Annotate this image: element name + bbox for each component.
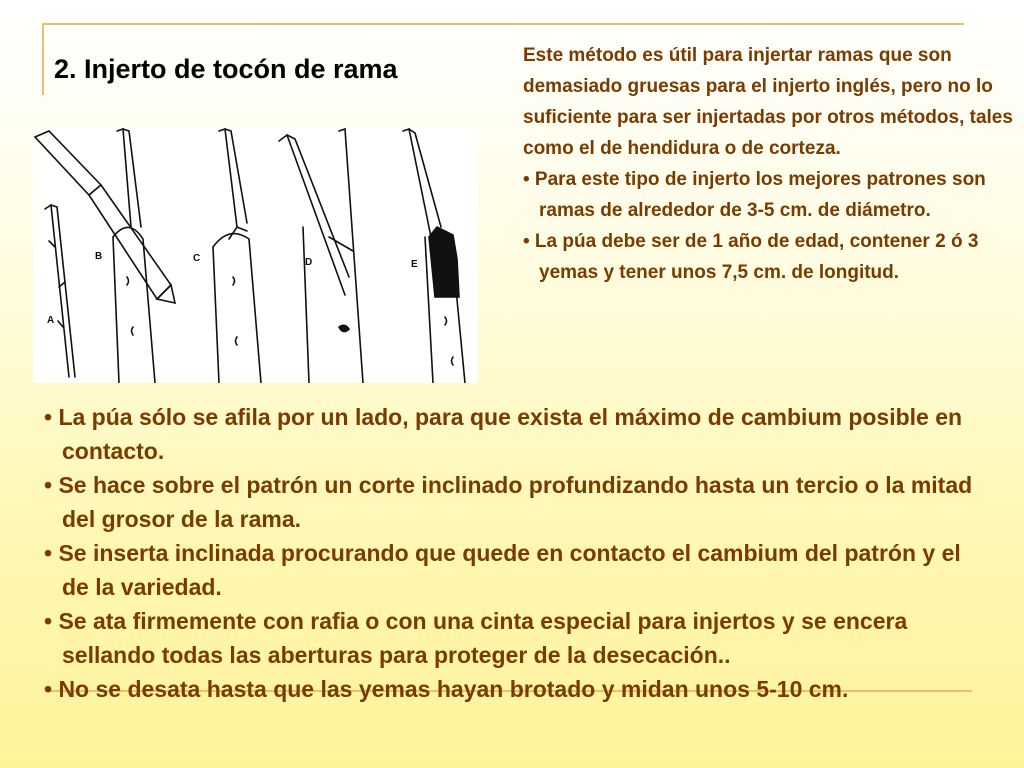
intro-bullet: • La púa debe ser de 1 año de edad, contener 2 ó 3 yemas y tener unos 7,5 cm. de longitud. bbox=[523, 231, 979, 283]
label-c: C bbox=[193, 253, 201, 264]
label-b: B bbox=[95, 251, 103, 262]
intro-text bbox=[523, 40, 1013, 288]
label-e: E bbox=[411, 259, 418, 270]
step-item: • Se hace sobre el patrón un corte inclinado profundizando hasta un tercio o la mitad del grosor de la rama. bbox=[44, 472, 973, 532]
step-item: • Se inserta inclinada procurando que quede en contacto el cambium del patrón y el de la variedad. bbox=[44, 540, 961, 600]
top-rule bbox=[42, 23, 964, 25]
step-item: • La púa sólo se afila por un lado, para que exista el máximo de cambium posible en contacto. bbox=[44, 404, 963, 464]
grafting-steps-icon bbox=[33, 127, 478, 383]
page-title: 2. Injerto de tocón de rama bbox=[54, 54, 398, 84]
intro-paragraph: Este método es útil para injertar ramas que son demasiado gruesas para el injerto inglés, pero no lo suficiente para ser injertadas por otros métodos, tales como el de hendidura o de corteza. bbox=[523, 45, 1013, 159]
step-item: • No se desata hasta que las yemas hayan brotado y midan unos 5-10 cm. bbox=[44, 676, 849, 702]
label-a: A bbox=[47, 315, 55, 326]
step-item: • Se ata firmemente con rafia o con una cinta especial para injertos y se encera sellando todas las aberturas para proteger de la desecación.. bbox=[44, 608, 908, 668]
intro-bullet: • Para este tipo de injerto los mejores patrones son ramas de alrededor de 3-5 cm. de diámetro. bbox=[523, 169, 986, 221]
left-rule bbox=[42, 23, 44, 95]
grafting-steps-illustration bbox=[33, 127, 478, 383]
label-d: D bbox=[305, 257, 313, 268]
steps-list bbox=[44, 400, 984, 706]
